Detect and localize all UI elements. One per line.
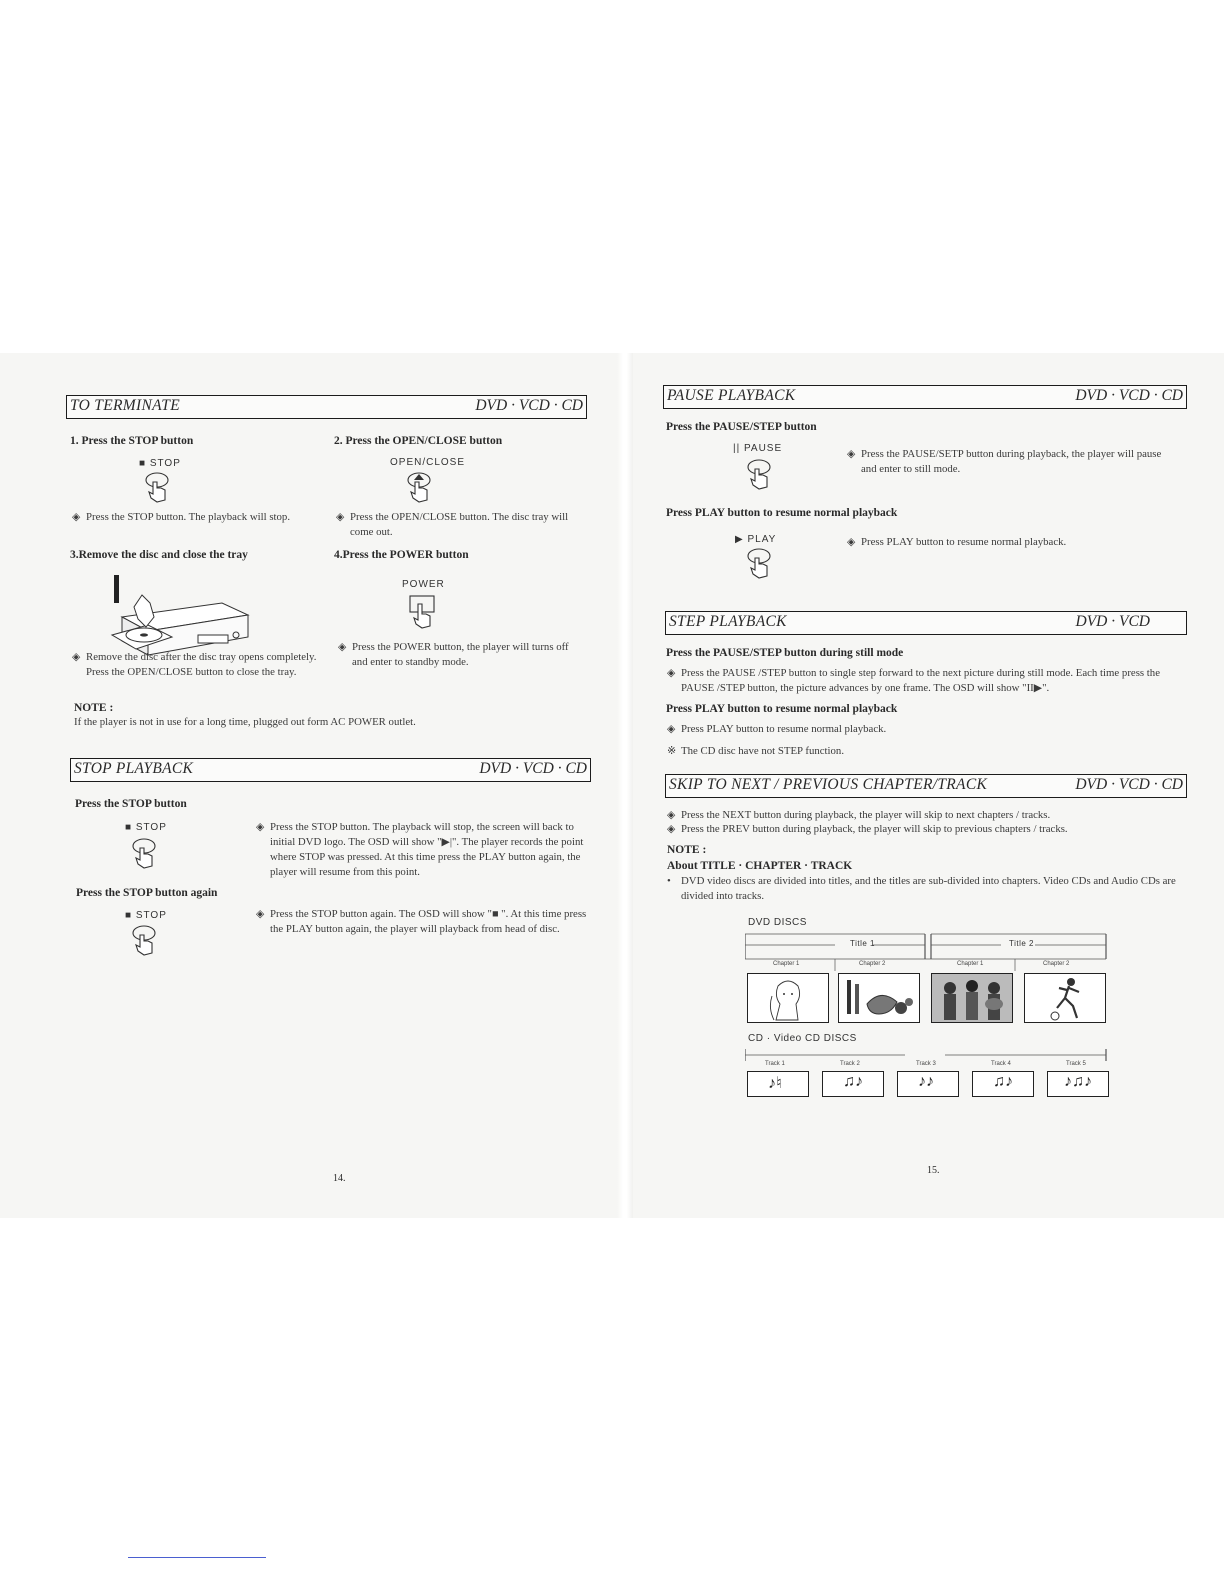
- step-label: Press the PAUSE/STEP button during still mode: [666, 647, 904, 659]
- diamond-bullet: ◈: [256, 908, 265, 920]
- band-musicians-image: [932, 974, 1012, 1022]
- note-label: NOTE :: [74, 702, 114, 714]
- woman-portrait-image: [748, 974, 828, 1022]
- track-box: [1047, 1071, 1109, 1097]
- step-label: 4.Press the POWER button: [334, 549, 469, 561]
- section-media: DVD · VCD: [1075, 613, 1150, 630]
- diamond-bullet: ◈: [667, 723, 676, 735]
- note-text: If the player is not in use for a long time, plugged out form AC POWER outlet.: [74, 716, 416, 728]
- step-label: 3.Remove the disc and close the tray: [70, 549, 248, 561]
- chapter-label: Chapter 2: [859, 961, 886, 967]
- left-page: [0, 353, 617, 1218]
- chapter-thumbnail: [1024, 973, 1106, 1023]
- section-header-skip: [665, 774, 1187, 798]
- step-label: Press the STOP button again: [76, 887, 218, 899]
- right-page: [633, 353, 1224, 1218]
- stop-button-label: ■ STOP: [125, 822, 167, 833]
- track-label: Track 5: [1066, 1061, 1086, 1067]
- step-label: 2. Press the OPEN/CLOSE button: [334, 435, 503, 447]
- pointing-hand-icon: [408, 594, 438, 630]
- track-label: Track 3: [916, 1061, 936, 1067]
- section-header-pause: [663, 385, 1187, 409]
- pause-button-label: || PAUSE: [733, 443, 783, 454]
- play-button-label: ▶ PLAY: [735, 534, 777, 545]
- pointing-hand-icon: [130, 923, 160, 957]
- chapter-thumbnail: [931, 973, 1013, 1023]
- section-header-stop: [70, 758, 591, 782]
- title-label: Title 1: [850, 939, 875, 948]
- section-media: DVD · VCD · CD: [1075, 387, 1183, 404]
- track-label: Track 1: [765, 1061, 785, 1067]
- chapter-thumbnail: [838, 973, 920, 1023]
- disc-structure-diagram: [745, 915, 1115, 1115]
- step-label: Press PLAY button to resume normal playback: [666, 507, 898, 519]
- diamond-bullet: ◈: [847, 536, 856, 548]
- power-button-label: POWER: [402, 579, 445, 590]
- music-note-icon: ♪♪: [918, 1073, 934, 1090]
- section-title: STOP PLAYBACK: [74, 760, 194, 777]
- section-header-step: [665, 611, 1187, 635]
- diamond-bullet: ◈: [667, 809, 676, 821]
- diamond-bullet: ◈: [256, 821, 265, 833]
- section-title: PAUSE PLAYBACK: [667, 387, 796, 404]
- diamond-bullet: ◈: [667, 823, 676, 835]
- step-description: ◈ Press the OPEN/CLOSE button. The disc tray will come out.: [336, 511, 569, 538]
- step-label: Press PLAY button to resume normal playback: [666, 703, 898, 715]
- section-header-terminate: [66, 395, 587, 419]
- diamond-bullet: ◈: [847, 448, 856, 460]
- soccer-player-image: [1025, 974, 1105, 1022]
- diamond-bullet: ◈: [72, 511, 81, 523]
- step-label: Press the STOP button: [75, 798, 187, 810]
- step-label: 1. Press the STOP button: [70, 435, 194, 447]
- track-box: [972, 1071, 1034, 1097]
- remark: ※ The CD disc have not STEP function.: [667, 745, 845, 757]
- section-media: DVD · VCD · CD: [475, 397, 583, 414]
- track-label: Track 2: [840, 1061, 860, 1067]
- step-description: ◈ Press PLAY button to resume normal playback.: [667, 723, 887, 735]
- skip-description: ◈ Press the PREV button during playback, the player will skip to previous chapters / tracks.: [667, 823, 1068, 835]
- section-media: DVD · VCD · CD: [1075, 776, 1183, 793]
- track-label: Track 4: [991, 1061, 1011, 1067]
- track-box: [747, 1071, 809, 1097]
- step-description: ◈ Press the STOP button. The playback will stop.: [72, 511, 291, 523]
- track-box: [897, 1071, 959, 1097]
- step-description: ◈ Press the STOP button. The playback will stop, the screen will back to initial DVD logo. The OSD will show "▶|". The player records the point where STOP was pressed. At this time press the PLAY button again, the player will resume from this point.: [256, 821, 584, 878]
- skip-description: ◈ Press the NEXT button during playback, the player will skip to next chapters / tracks.: [667, 809, 1051, 821]
- cd-discs-label: CD · Video CD DISCS: [748, 1033, 857, 1044]
- music-note-icon: ♪♫♪: [1064, 1073, 1092, 1090]
- diamond-bullet: ◈: [336, 511, 345, 523]
- manual-spread: [0, 353, 1224, 1218]
- note-subheading: About TITLE · CHAPTER · TRACK: [667, 860, 853, 872]
- pointing-hand-icon: [130, 836, 160, 870]
- chapter-label: Chapter 2: [1043, 961, 1070, 967]
- section-title: TO TERMINATE: [70, 397, 180, 414]
- chapter-label: Chapter 1: [957, 961, 984, 967]
- diamond-bullet: ◈: [72, 651, 81, 663]
- stop-button-label: ■ STOP: [139, 458, 181, 469]
- step-label: Press the PAUSE/STEP button: [666, 421, 817, 433]
- open-close-button-label: OPEN/CLOSE: [390, 457, 466, 468]
- page-number: 14.: [333, 1173, 346, 1184]
- pointing-hand-icon: [745, 546, 775, 580]
- chapter-thumbnail: [747, 973, 829, 1023]
- pointing-hand-icon: [143, 470, 173, 504]
- note-text: • DVD video discs are divided into titles, and the titles are sub-divided into chapters. Video CDs and Audio CDs are divided into tracks.: [667, 875, 1176, 902]
- dvd-discs-label: DVD DISCS: [748, 917, 807, 928]
- note-label: NOTE :: [667, 844, 707, 856]
- hyperlink-underline: [128, 1557, 266, 1558]
- round-bullet: •: [667, 875, 671, 887]
- step-description: ◈ Press the PAUSE/SETP button during playback, the player will pause and enter to still mode.: [847, 448, 1162, 475]
- music-note-icon: ♫♪: [993, 1073, 1013, 1090]
- track-box: [822, 1071, 884, 1097]
- step-description: ◈ Remove the disc after the disc tray opens completely. Press the OPEN/CLOSE button to close the tray.: [72, 651, 317, 678]
- section-media: DVD · VCD · CD: [479, 760, 587, 777]
- disc-tray-illustration: [102, 573, 252, 661]
- pointing-hand-icon: [745, 457, 775, 491]
- page-number: 15.: [927, 1165, 940, 1176]
- chapter-label: Chapter 1: [773, 961, 800, 967]
- step-description: ◈ Press the STOP button again. The OSD will show "■ ". At this time press the PLAY button again, the player will playback from head of disc.: [256, 908, 587, 935]
- step-description: ◈ Press the POWER button, the player will turns off and enter to standby mode.: [338, 641, 569, 668]
- page-gutter: [617, 353, 633, 1218]
- title-label: Title 2: [1009, 939, 1034, 948]
- food-still-life-image: [839, 974, 919, 1022]
- step-description: ◈ Press the PAUSE /STEP button to single step forward to the next picture during still mode. Each time press the PAUSE /STEP button, the picture advances by one frame. The OSD will show "II▶".: [667, 667, 1161, 694]
- section-title: SKIP TO NEXT / PREVIOUS CHAPTER/TRACK: [669, 776, 988, 793]
- pointing-hand-icon: [405, 470, 435, 504]
- diamond-bullet: ◈: [338, 641, 347, 653]
- music-note-icon: ♪♮: [768, 1075, 782, 1092]
- step-description: ◈ Press PLAY button to resume normal playback.: [847, 536, 1067, 548]
- stop-button-label: ■ STOP: [125, 910, 167, 921]
- music-note-icon: ♫♪: [843, 1073, 863, 1090]
- asterisk-icon: ※: [667, 745, 677, 757]
- diamond-bullet: ◈: [667, 667, 676, 679]
- section-title: STEP PLAYBACK: [669, 613, 787, 630]
